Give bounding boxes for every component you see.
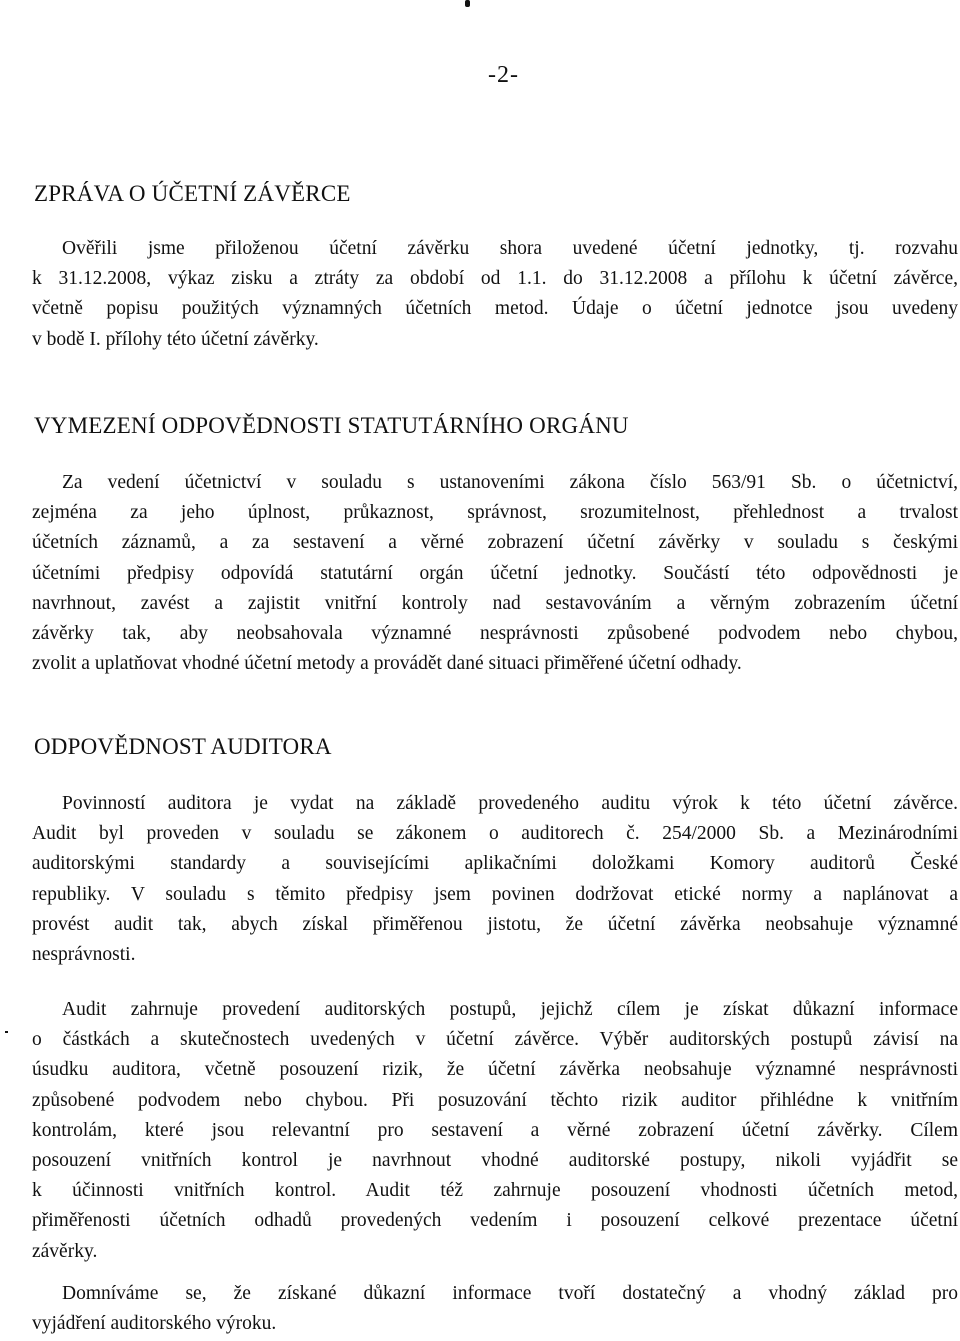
text-line: Povinností auditora je vydat na základě provedeného auditu výrok k této účetní závěrce. [62, 793, 958, 814]
text-line: zejména za jeho úplnost, průkaznost, správnost, srozumitelnost, přehlednost a trvalost [32, 502, 958, 524]
paragraph [32, 995, 958, 1267]
text-line: navrhnout, zavést a zajistit vnitřní kontroly nad sestavováním a věrným zobrazením účetní [32, 592, 958, 614]
text-line: úsudku auditora, včetně posouzení rizik, že účetní závěrka neobsahuje významné nesprávnosti [32, 1059, 958, 1081]
text-line: k 31.12.2008, výkaz zisku a ztráty za období od 1.1. do 31.12.2008 a přílohu k účetní závěrce, [32, 268, 958, 290]
text-line: Za vedení účetnictví v souladu s ustanoveními zákona číslo 563/91 Sb. o účetnictví, [62, 472, 958, 493]
scan-dot [5, 1031, 8, 1033]
text-line: závěrky tak, aby neobsahovala významné nesprávnosti způsobené podvodem nebo chybou, [32, 623, 958, 645]
paragraph [32, 1279, 958, 1339]
text-line: včetně popisu použitých významných účetních metod. Údaje o účetní jednotce jsou uvedeny [32, 298, 958, 320]
text-line: kontrolám, které jsou relevantní pro sestavení a věrné zobrazení účetní závěrky. Cílem [32, 1119, 958, 1141]
text-line: způsobené podvodem nebo chybou. Při posuzování těchto rizik auditor přihlédne k vnitřním [32, 1089, 958, 1111]
text-line: Audit byl proveden v souladu se zákonem o auditorech č. 254/2000 Sb. a Mezinárodními [32, 823, 958, 845]
paragraph [32, 789, 958, 970]
paragraph [32, 234, 958, 355]
text-line: účetními předpisy odpovídá statutární orgán účetní jednotky. Součástí této odpovědnosti je [32, 562, 958, 584]
text-line: auditorskými standardy a souvisejícími aplikačními doložkami Komory auditorů České [32, 853, 958, 875]
scan-mark [465, 0, 470, 7]
text-line: závěrky. [32, 1240, 98, 1262]
text-line: vyjádření auditorského výroku. [32, 1313, 277, 1335]
text-line: účetních záznamů, a za sestavení a věrné zobrazení účetní závěrky v souladu s českými [32, 532, 958, 554]
text-line: Ověřili jsme přiloženou účetní závěrku shora uvedené účetní jednotky, tj. rozvahu [62, 238, 958, 259]
text-line: Domníváme se, že získané důkazní informace tvoří dostatečný a vhodný základ pro [62, 1283, 958, 1304]
text-line: Audit zahrnuje provedení auditorských postupů, jejichž cílem je získat důkazní informace [62, 999, 958, 1020]
text-line: posouzení vnitřních kontrol je navrhnout vhodné auditorské postupy, nikoli vyjádřit se [32, 1150, 958, 1172]
section-heading-auditor-responsibility: ODPOVĚDNOST AUDITORA [34, 734, 332, 759]
text-line: o částkách a skutečnostech uvedených v účetní závěrce. Výběr auditorských postupů závisí na [32, 1029, 958, 1051]
text-line: republiky. V souladu s těmito předpisy jsem povinen dodržovat etické normy a naplánovat a [32, 883, 958, 905]
section-heading-report: ZPRÁVA O ÚČETNÍ ZÁVĚRCE [34, 181, 351, 206]
text-line: nesprávnosti. [32, 944, 136, 966]
section-heading-statutory-responsibility: VYMEZENÍ ODPOVĚDNOSTI STATUTÁRNÍHO ORGÁNU [34, 413, 629, 438]
page-number: -2- [488, 62, 519, 88]
text-line: k účinnosti vnitřních kontrol. Audit též zahrnuje posouzení vhodnosti účetních metod, [32, 1180, 958, 1202]
text-line: zvolit a uplatňovat vhodné účetní metody a provádět dané situaci přiměřené účetní odhady. [32, 653, 742, 675]
text-line: provést audit tak, abych získal přiměřenou jistotu, že účetní závěrka neobsahuje významné [32, 913, 958, 935]
text-line: přiměřenosti účetních odhadů provedených vedením i posouzení celkové prezentace účetní [32, 1210, 958, 1232]
paragraph [32, 468, 958, 679]
text-line: v bodě I. přílohy této účetní závěrky. [32, 328, 319, 350]
